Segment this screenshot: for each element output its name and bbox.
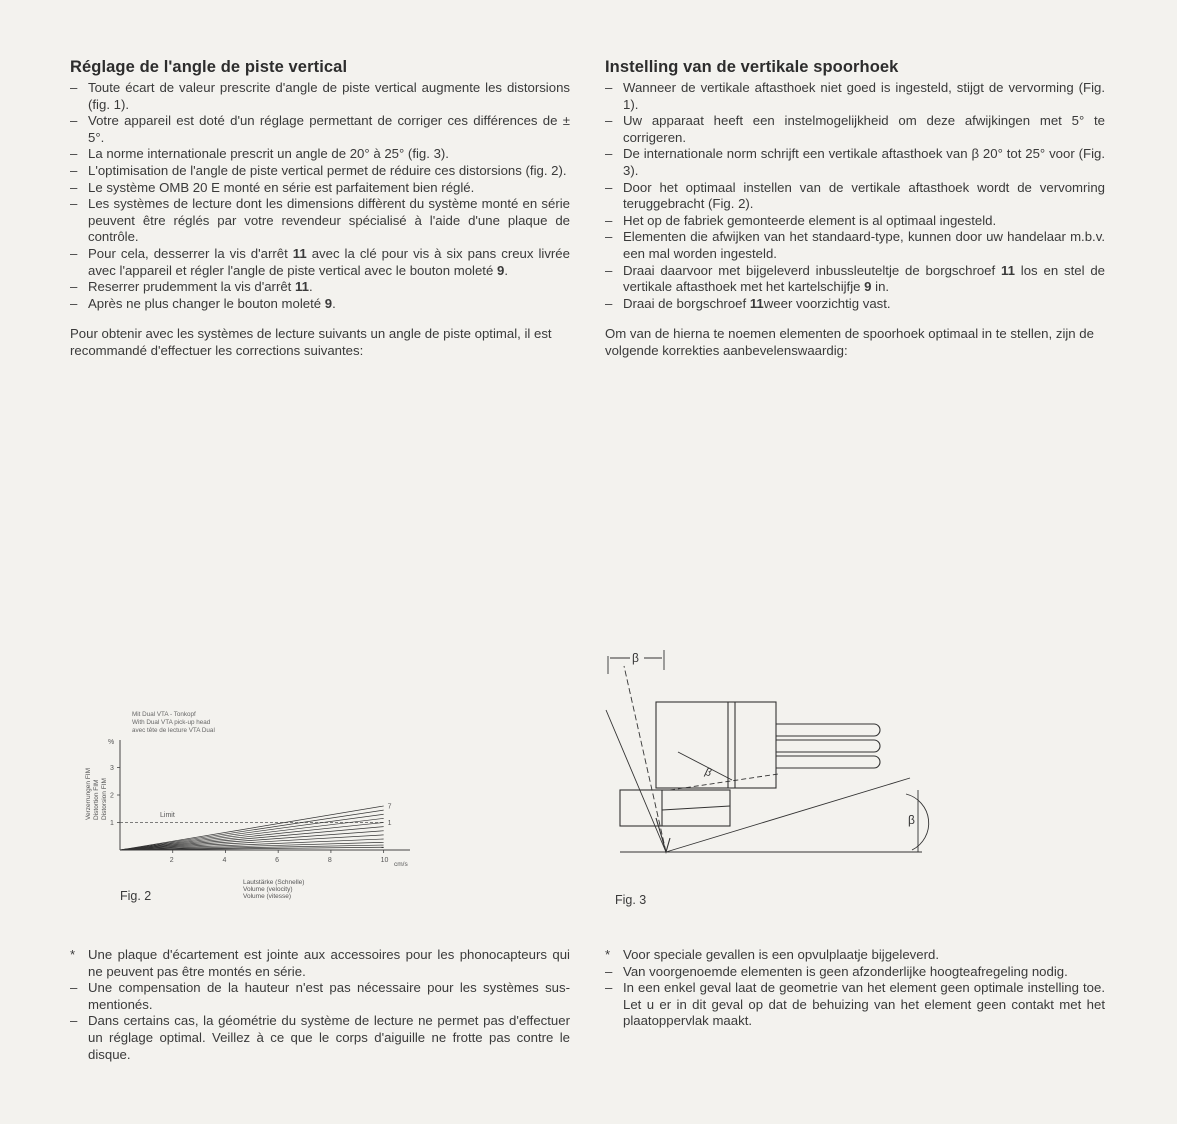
legend-line: With Dual VTA pick-up head xyxy=(132,719,211,726)
x-tick-label: 8 xyxy=(327,857,332,864)
left-column xyxy=(70,58,570,360)
connector-pins xyxy=(776,724,880,768)
xlabel: Lautstärke (Schnelle) xyxy=(243,879,305,886)
right-heading: Instelling van de vertikale spoorhoek xyxy=(605,58,899,76)
fig2-xunit: cm/s xyxy=(394,861,408,868)
note-item: * Une plaque d'écartement est jointe aux accessoires pour les phonocapteurs qui ne peuvent pas être montés en série. xyxy=(70,947,570,980)
x-tick-label: 2 xyxy=(169,857,174,864)
headshell-body xyxy=(656,702,776,788)
fig2-chart xyxy=(80,700,420,915)
x-tick-label: 6 xyxy=(275,857,280,864)
list-item: – De internationale norm schrijft een vertikale aftasthoek van β 20° tot 25° voor (Fig. 3). xyxy=(605,146,1105,179)
fig2-ylabels xyxy=(85,768,108,820)
fig3-caption: Fig. 3 xyxy=(615,893,647,907)
series-line xyxy=(120,818,384,850)
list-item: – Toute écart de valeur prescrite d'angle de piste vertical augmente les distorsions (fig. 1). xyxy=(70,80,570,113)
fig2-caption: Fig. 2 xyxy=(120,889,152,903)
note-item: – Une compensation de la hauteur n'est pas nécessaire pour les systèmes sus-mentionés. xyxy=(70,980,570,1013)
left-heading: Réglage de l'angle de piste vertical xyxy=(70,58,348,76)
xlabel: Volume (vitesse) xyxy=(243,893,292,900)
list-item: – Door het optimaal instellen van de vertikale aftasthoek wordt de vervomring teruggebracht (Fig. 2). xyxy=(605,180,1105,213)
list-item: – Elementen die afwijken van het standaard-type, kunnen door uw handelaar m.b.v. een mal worden ingesteld. xyxy=(605,229,1105,262)
list-item: – Votre appareil est doté d'un réglage permettant de corriger ces différences de ± 5°. xyxy=(70,113,570,146)
note-item: – Van voorgenoemde elementen is geen afzonderlijke hoogteafregeling nodig. xyxy=(605,964,1105,981)
ylabel: Distorsion FIM xyxy=(101,778,108,820)
series-end-label: 7 xyxy=(387,803,392,811)
fig3-diagram xyxy=(600,640,940,890)
right-list xyxy=(605,80,1105,312)
list-item: – Les systèmes de lecture dont les dimensions diffèrent du système monté en série peuvent être réglés par votre revendeur spécialisé à l'aide d'une plaque de contrôle. xyxy=(70,196,570,246)
left-notes xyxy=(70,947,570,1063)
left-list xyxy=(70,80,570,312)
stylus xyxy=(656,818,670,852)
x-tick-label: 10 xyxy=(380,857,389,864)
list-item: – Het op de fabriek gemonteerde element is al optimaal ingesteld. xyxy=(605,213,1105,230)
beta-label-top: β xyxy=(632,651,639,665)
legend-line: avec tête de lecture VTA Dual xyxy=(132,727,215,734)
list-item: – Pour cela, desserrer la vis d'arrêt 11 avec la clé pour vis à six pans creux livrée avec l'appareil et régler l'angle de piste vertical avec le bouton moleté 9. xyxy=(70,246,570,279)
ylabel: Verzerrungen FIM xyxy=(85,767,92,820)
list-item: – Draai de borgschroef 11weer voorzichtig vast. xyxy=(605,296,1105,313)
right-notes xyxy=(605,947,1105,1030)
list-item: – La norme internationale prescrit un angle de 20° à 25° (fig. 3). xyxy=(70,146,570,163)
right-paragraph: Om van de hierna te noemen elementen de spoorhoek optimaal in te stellen, zijn de volgende korrekties aanbevelenswaardig: xyxy=(605,326,1094,358)
ylabel: Distortion FIM xyxy=(93,779,100,820)
legend-line: Mit Dual VTA - Tonkopf xyxy=(132,711,196,718)
fig2-xlabels xyxy=(243,879,304,900)
list-item: – Draai daarvoor met bijgeleverd inbussleuteltje de borgschroef 11 los en stel de vertikale aftasthoek met het kartelschijfje 9 in. xyxy=(605,263,1105,296)
series-end-label: 1 xyxy=(387,820,392,827)
fig2-legend xyxy=(132,711,215,734)
right-column xyxy=(605,58,1105,360)
list-item: – L'optimisation de l'angle de piste vertical permet de réduire ces distorsions (fig. 2). xyxy=(70,163,570,180)
left-paragraph: Pour obtenir avec les systèmes de lecture suivants un angle de piste optimal, il est recommandé d'effectuer les corrections suivantes: xyxy=(70,326,552,358)
note-item: – In een enkel geval laat de geometrie van het element geen optimale instelling toe. Let u er in dit geval op dat de behuizing van het element geen contakt met het plaatoppervlak maakt. xyxy=(605,980,1105,1030)
note-item: * Voor speciale gevallen is een opvulplaatje bijgeleverd. xyxy=(605,947,1105,964)
beta-label-mid: β xyxy=(702,765,714,780)
cartridge-body xyxy=(620,790,730,826)
y-tick-label: 1 xyxy=(110,820,114,827)
list-item: – Reserrer prudemment la vis d'arrêt 11. xyxy=(70,279,570,296)
x-tick-label: 4 xyxy=(222,857,227,864)
list-item: – Le système OMB 20 E monté en série est parfaitement bien réglé. xyxy=(70,180,570,197)
note-item: – Dans certains cas, la géométrie du système de lecture ne permet pas d'effectuer un réglage optimal. Veillez à ce que le corps d'aiguille ne frotte pas contre le disque. xyxy=(70,1013,570,1063)
fig2-limit-label: Limit xyxy=(160,812,175,819)
fig2-plot xyxy=(110,740,410,864)
list-item: – Wanneer de vertikale aftasthoek niet goed is ingesteld, stijgt de vervorming (Fig. 1). xyxy=(605,80,1105,113)
list-item: – Uw apparaat heeft een instelmogelijkheid om deze afwijkingen met 5° te corrigeren. xyxy=(605,113,1105,146)
y-tick-label: 2 xyxy=(110,792,114,800)
list-item: – Après ne plus changer le bouton moleté 9. xyxy=(70,296,570,313)
beta-label-right: β xyxy=(908,813,915,827)
fig2-yunit: % xyxy=(108,739,115,746)
y-tick-label: 3 xyxy=(110,765,114,772)
xlabel: Volume (velocity) xyxy=(243,886,293,893)
